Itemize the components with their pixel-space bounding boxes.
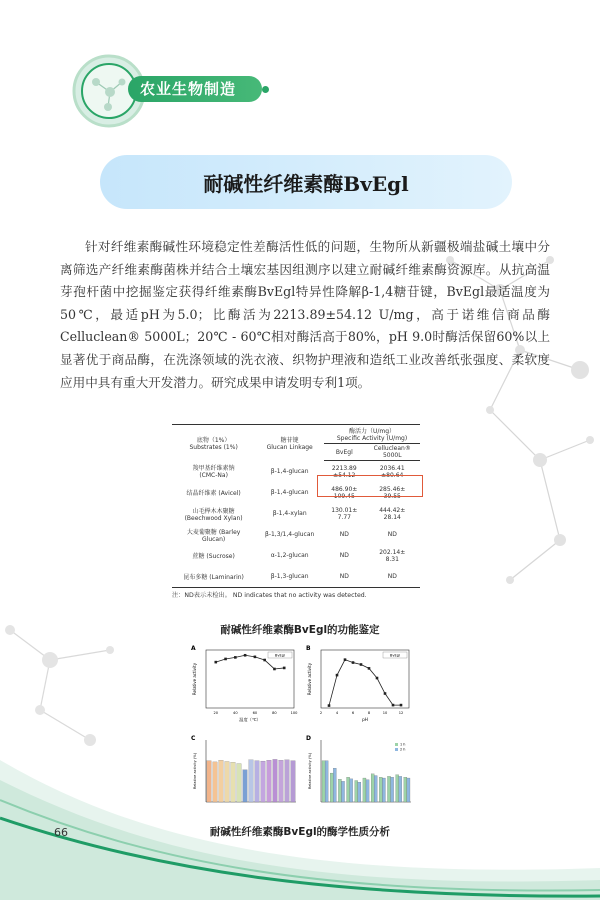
data-point <box>234 656 237 659</box>
x-tick-label: 60 <box>252 711 258 715</box>
x-axis-label: pH <box>362 717 368 722</box>
table-row: 蔗糖 (Sucrose) α-1,2-glucan ND 202.14± 8.31 <box>192 548 406 563</box>
data-point <box>344 658 347 661</box>
data-point <box>360 663 363 666</box>
y-axis-label: Relative activity <box>307 662 312 696</box>
page-number: 66 <box>54 826 68 839</box>
col-celluclean-header: Celluclean® 5000L <box>365 444 420 461</box>
badge-dot <box>262 86 269 93</box>
activity-table <box>172 424 420 599</box>
data-point <box>376 677 379 680</box>
y-axis-label: Relative activity (%) <box>193 752 197 790</box>
col-linkage-header: 糖苷键 Glucan Linkage <box>255 425 324 461</box>
data-point <box>214 661 217 664</box>
chart-temperature <box>190 642 302 728</box>
col-substrate-header: 底物（1%） Substrates (1%) <box>172 425 255 461</box>
wave-decoration <box>0 740 600 900</box>
legend-label: 2 h <box>400 747 406 752</box>
panel-letter: D <box>306 735 311 742</box>
x-tick-label: 40 <box>233 711 238 715</box>
table-note: 注：ND表示未检出。 ND indicates that no activity was detected. <box>172 592 367 599</box>
panel-letter: B <box>306 645 311 652</box>
x-tick-label: 8 <box>367 711 371 715</box>
data-point <box>368 667 371 670</box>
data-point <box>392 704 395 707</box>
x-tick-label: 80 <box>272 711 277 715</box>
x-axis-label: 温度（℃） <box>239 717 261 722</box>
legend-label: BvEgl <box>389 653 401 658</box>
chart-ph <box>305 642 417 728</box>
x-tick-label: 4 <box>335 711 339 715</box>
table-row: 山毛榉木木聚糖 (Beechwood Xylan) β-1,4-xylan 130.01± 7.77 444.42± 28.14 <box>184 506 406 522</box>
x-tick-label: 12 <box>398 711 404 715</box>
body-paragraph: 针对纤维素酶碱性环境稳定性差酶活性低的问题，生物所从新疆极端盐碱土壤中分离筛选产纤维素酶菌株并结合土壤宏基因组测序以建立耐碱纤维素酶资源库。从抗高温芽孢杆菌中挖掘鉴定获得纤维素酶BvEgl特异性降解β-1,4糖苷键，BvEgl最适温度为50℃，最适pH为5.0；比酶活为2213.89±54.12 U/mg，高于诺维信商品酶Celluclean® 5000L；20℃ - 60℃相对酶活高于80%，pH 9.0时酶活保留60%以上显著优于商品酶，在洗涤领域的洗衣液、织物护理液和造纸工业改善纸张强度、柔软度应用中具有重大开发潜力。研究成果申请发明专利1项。 <box>60 239 550 390</box>
y-axis-label: Relative activity <box>192 662 197 696</box>
x-tick-label: 100 <box>290 711 298 715</box>
x-tick-label: 10 <box>382 711 388 715</box>
legend-label: 1 h <box>400 742 406 747</box>
data-point <box>254 656 257 659</box>
caption-function: 耐碱性纤维素酶BvEgl的功能鉴定 <box>220 624 380 636</box>
y-axis-label: Relative activity (%) <box>308 752 312 790</box>
group-activity-header: 酶活力（U/mg） Specific Activity (U/mg) <box>324 425 420 444</box>
x-tick-label: 20 <box>213 711 219 715</box>
table-row: 大麦葡聚糖 (Barley Glucan) β-1,3/1,4-glucan ND ND <box>186 528 397 543</box>
panel-letter: A <box>191 645 196 652</box>
x-tick-label: 6 <box>351 711 355 715</box>
data-point <box>263 659 266 662</box>
table-row: 羧甲基纤维素钠 (CMC-Na) β-1,4-glucan 2213.89 ±54.12 2036.41 ±80.64 <box>192 464 405 480</box>
data-point <box>224 658 227 661</box>
caption-enzymology: 耐碱性纤维素酶BvEgl的酶学性质分析 <box>209 826 391 838</box>
table-row: 结晶纤维素 (Avicel) β-1,4-glucan 486.90± 109.45 285.46± 39.55 <box>186 485 406 500</box>
data-point <box>384 692 387 695</box>
series-line <box>329 660 401 706</box>
data-point <box>283 667 286 670</box>
legend-label: BvEgl <box>274 653 286 658</box>
data-point <box>328 704 331 707</box>
section-label: 农业生物制造 <box>140 80 237 98</box>
plot-frame <box>206 650 294 708</box>
plot-frame <box>321 650 409 708</box>
data-point <box>273 668 276 671</box>
table-row: 昆布多糖 (Laminarin) β-1,3-glucan ND ND <box>172 566 420 588</box>
x-tick-label: 2 <box>319 711 323 715</box>
data-point <box>400 704 403 707</box>
data-point <box>352 661 355 664</box>
col-bvegl-header: BvEgl <box>324 444 364 461</box>
data-point <box>244 654 247 657</box>
data-point <box>336 674 339 677</box>
highlight-box <box>317 475 423 497</box>
panel-letter: C <box>191 735 196 742</box>
page-title: 耐碱性纤维素酶BvEgl <box>203 172 409 196</box>
